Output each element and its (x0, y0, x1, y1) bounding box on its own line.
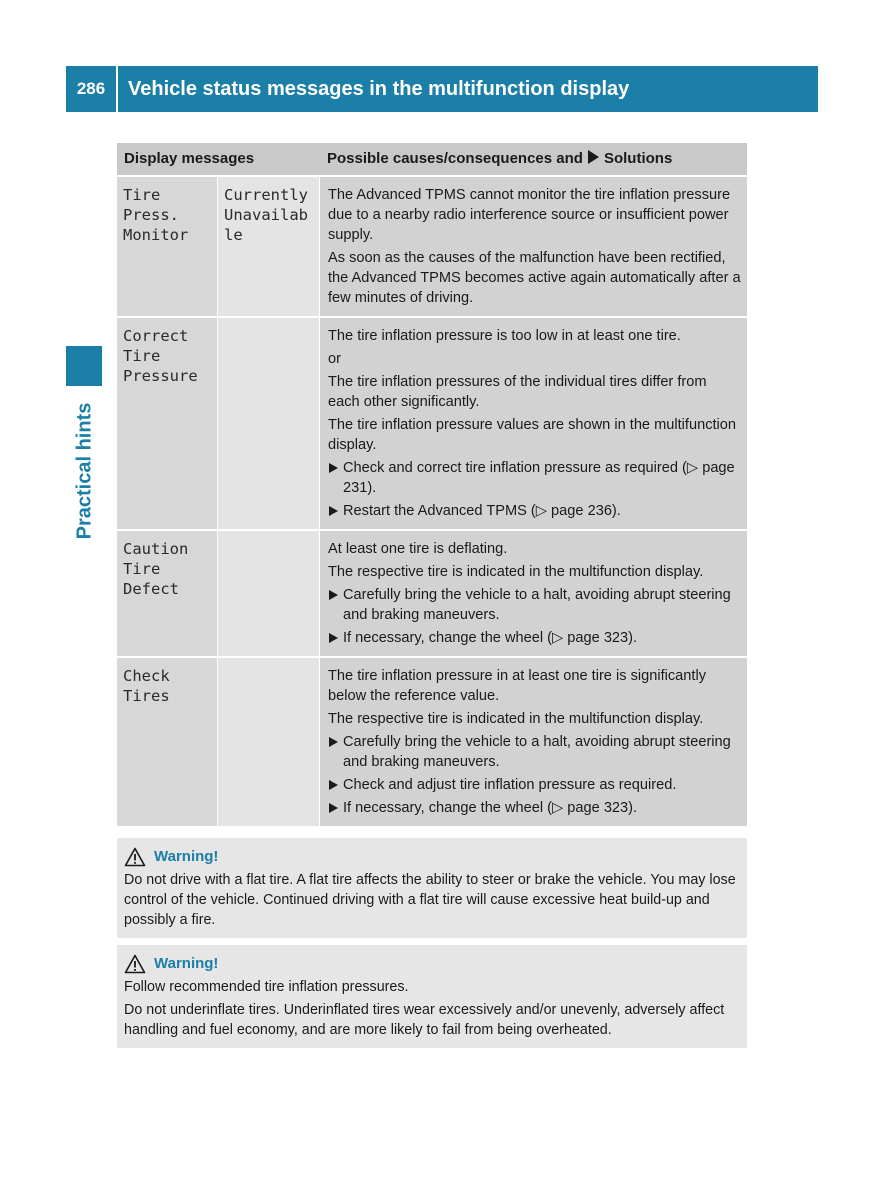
cause-text: The Advanced TPMS cannot monitor the tire inflation pressure due to a nearby radio interference source or insufficient power supply. (328, 187, 731, 243)
page-title: Vehicle status messages in the multifunction display (128, 78, 630, 100)
solution-step: If necessary, change the wheel (▷ page 323). (328, 798, 741, 818)
causes-solutions-cell (320, 658, 747, 826)
warning-triangle-icon (124, 847, 146, 867)
warning-text: Follow recommended tire inflation pressures. (124, 979, 409, 995)
warning-title-text: Warning! (154, 955, 219, 972)
page-header (66, 66, 818, 112)
cause-text: The tire inflation pressure is too low in at least one tire. (328, 328, 681, 344)
header-solutions-text: Solutions (603, 150, 673, 167)
table-row (117, 316, 747, 529)
causes-solutions-cell (320, 177, 747, 316)
cause-text: The respective tire is indicated in the multifunction display. (328, 711, 704, 727)
solution-step: Carefully bring the vehicle to a halt, avoiding abrupt steering and braking maneuvers. (328, 732, 741, 772)
causes-solutions-cell (320, 318, 747, 529)
warning-text: Do not underinflate tires. Underinflated tires wear excessively and/or unevenly, adversely affect handling and fuel economy, and are more likely to fail from being overheated. (124, 1002, 725, 1038)
table-row (117, 529, 747, 656)
display-submessage-cell (218, 318, 320, 529)
warning-title (124, 844, 739, 870)
header-divider (116, 66, 118, 112)
status-messages-table (117, 143, 747, 826)
display-message-cell: Caution Tire Defect (117, 531, 218, 656)
cause-text: The tire inflation pressures of the individual tires differ from each other significantly. (328, 374, 707, 410)
table-row (117, 175, 747, 316)
display-message-cell: Check Tires (117, 658, 218, 826)
section-side-label-text: Practical hints (73, 402, 96, 540)
header-causes-solutions (320, 143, 747, 175)
solutions-arrow-icon (588, 150, 599, 164)
display-submessage-cell (218, 658, 320, 826)
cause-text: The respective tire is indicated in the multifunction display. (328, 564, 704, 580)
warning-triangle-icon (124, 954, 146, 974)
display-submessage-cell (218, 531, 320, 656)
warning-box-inflation-pressure (117, 945, 747, 1048)
table-row (117, 656, 747, 826)
table-header (117, 143, 747, 175)
header-causes-text: Possible causes/consequences and (327, 150, 583, 167)
cause-text: As soon as the causes of the malfunction have been rectified, the Advanced TPMS becomes active again automatically after a few minutes of driving. (328, 250, 741, 306)
page-number: 286 (76, 79, 106, 98)
section-side-label (70, 396, 100, 546)
solution-step: Check and correct tire inflation pressure as required (▷ page 231). (328, 458, 741, 498)
cause-text: The tire inflation pressure values are shown in the multifunction display. (328, 417, 737, 453)
warning-box-flat-tire (117, 838, 747, 938)
solution-step: Restart the Advanced TPMS (▷ page 236). (328, 501, 741, 521)
display-message-cell: Tire Press. Monitor (117, 177, 218, 316)
display-message-cell: Correct Tire Pressure (117, 318, 218, 529)
warning-title (124, 951, 739, 977)
warning-text: Do not drive with a flat tire. A flat tire affects the ability to steer or brake the vehicle. You may lose control of the vehicle. Continued driving with a flat tire will cause excessive heat build-up and possibly a fire. (124, 872, 736, 928)
solution-step: If necessary, change the wheel (▷ page 323). (328, 628, 741, 648)
cause-text: At least one tire is deflating. (328, 541, 508, 557)
solution-step: Carefully bring the vehicle to a halt, avoiding abrupt steering and braking maneuvers. (328, 585, 741, 625)
warning-title-text: Warning! (154, 848, 219, 865)
display-submessage-cell: Currently Unavailable (218, 177, 320, 316)
cause-text: or (328, 351, 341, 367)
causes-solutions-cell (320, 531, 747, 656)
cause-text: The tire inflation pressure in at least one tire is significantly below the reference value. (328, 668, 706, 704)
table-body (117, 175, 747, 826)
header-display-messages: Display messages (124, 150, 255, 167)
section-tab-marker (66, 346, 102, 386)
solution-step: Check and adjust tire inflation pressure as required. (328, 775, 741, 795)
